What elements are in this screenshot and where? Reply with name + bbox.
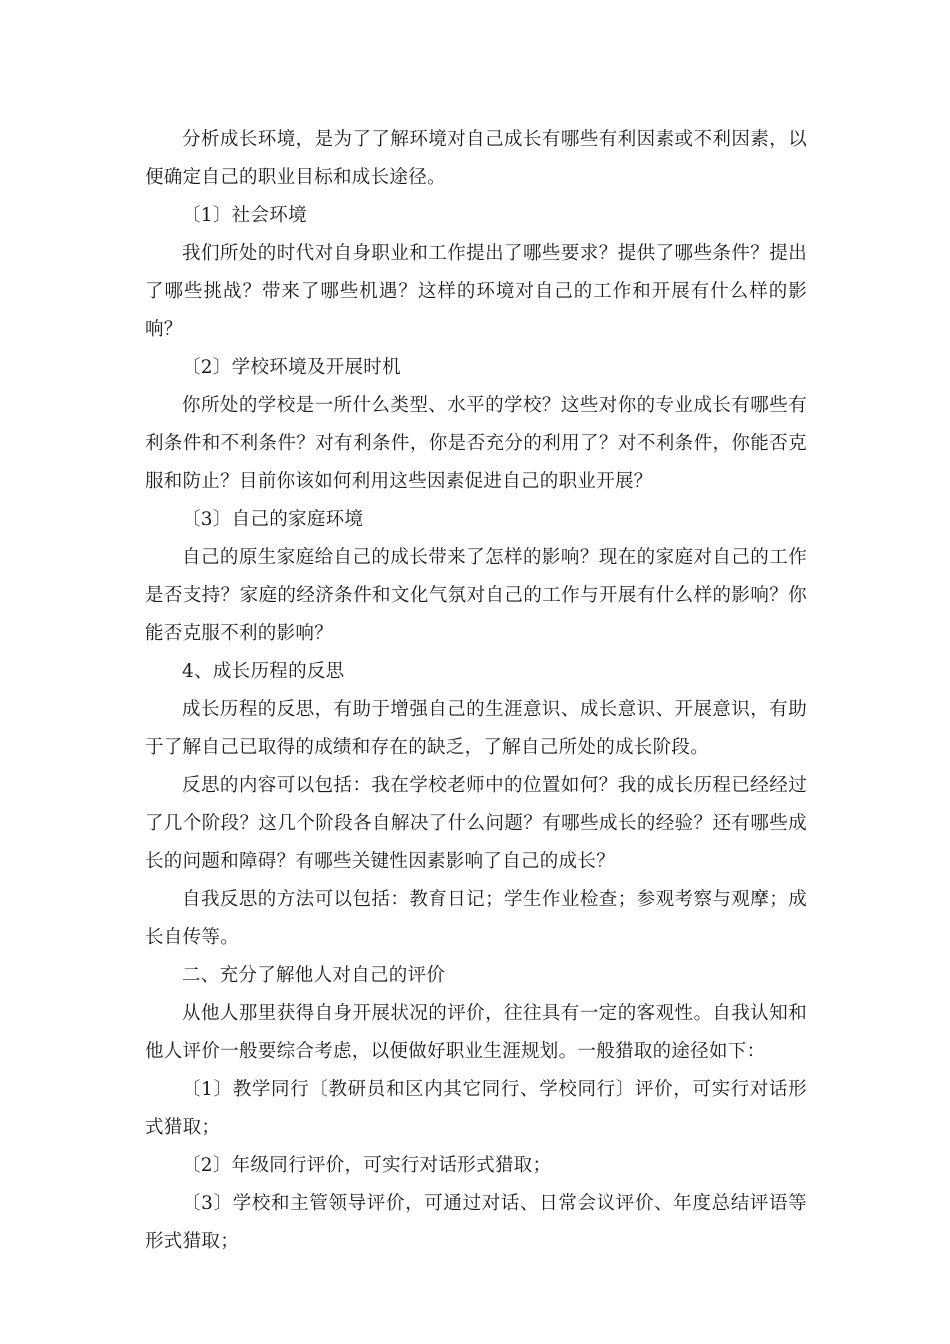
paragraph-school-environment: 你所处的学校是一所什么类型、水平的学校？这些对你的专业成长有哪些有利条件和不利条件？对有利条件，你是否充分的利用了？对不利条件，你能否克服和防止？目前你该如何利用这些因素促进自己的职业开展？ (145, 395, 807, 492)
heading-family-environment: 〔3〕自己的家庭环境 (182, 509, 364, 530)
paragraph-reflection-content: 反思的内容可以包括：我在学校老师中的位置如何？我的成长历程已经经过了几个阶段？这几个阶段各自解决了什么问题？有哪些成长的经验？还有哪些成长的问题和障碍？有哪些关键性因素影响了自己的成长？ (145, 775, 807, 872)
paragraph-family-environment: 自己的原生家庭给自己的成长带来了怎样的影响？现在的家庭对自己的工作是否支持？家庭的经济条件和文化气氛对自己的工作与开展有什么样的影响？你能否克服不利的影响？ (145, 547, 807, 644)
list-item-grade-evaluation: 〔2〕年级同行评价，可实行对话形式猎取； (182, 1155, 552, 1176)
heading-growth-reflection: 4、成长历程的反思 (182, 661, 345, 682)
paragraph-environment-intro: 分析成长环境，是为了了解环境对自己成长有哪些有利因素或不利因素，以便确定自己的职业目标和成长途径。 (145, 129, 807, 188)
document-body (145, 121, 807, 1261)
heading-others-evaluation: 二、充分了解他人对自己的评价 (182, 965, 446, 986)
paragraph-reflection-methods: 自我反思的方法可以包括：教育日记；学生作业检查；参观考察与观摩；成长自传等。 (145, 889, 807, 948)
paragraph-social-environment: 我们所处的时代对自身职业和工作提出了哪些要求？提供了哪些条件？提出了哪些挑战？带来了哪些机遇？这样的环境对自己的工作和开展有什么样的影响？ (145, 243, 807, 340)
paragraph-others-evaluation: 从他人那里获得自身开展状况的评价，往往具有一定的客观性。自我认知和他人评价一般要综合考虑，以便做好职业生涯规划。一般猎取的途径如下： (145, 1003, 807, 1062)
list-item-leader-evaluation: 〔3〕学校和主管领导评价，可通过对话、日常会议评价、年度总结评语等形式猎取； (145, 1193, 807, 1252)
heading-social-environment: 〔1〕社会环境 (182, 205, 307, 226)
paragraph-growth-reflection: 成长历程的反思，有助于增强自己的生涯意识、成长意识、开展意识，有助于了解自己已取得的成绩和存在的缺乏，了解自己所处的成长阶段。 (145, 699, 807, 758)
list-item-peer-evaluation: 〔1〕教学同行〔教研员和区内其它同行、学校同行〕评价，可实行对话形式猎取； (145, 1079, 807, 1138)
heading-school-environment: 〔2〕学校环境及开展时机 (182, 357, 401, 378)
